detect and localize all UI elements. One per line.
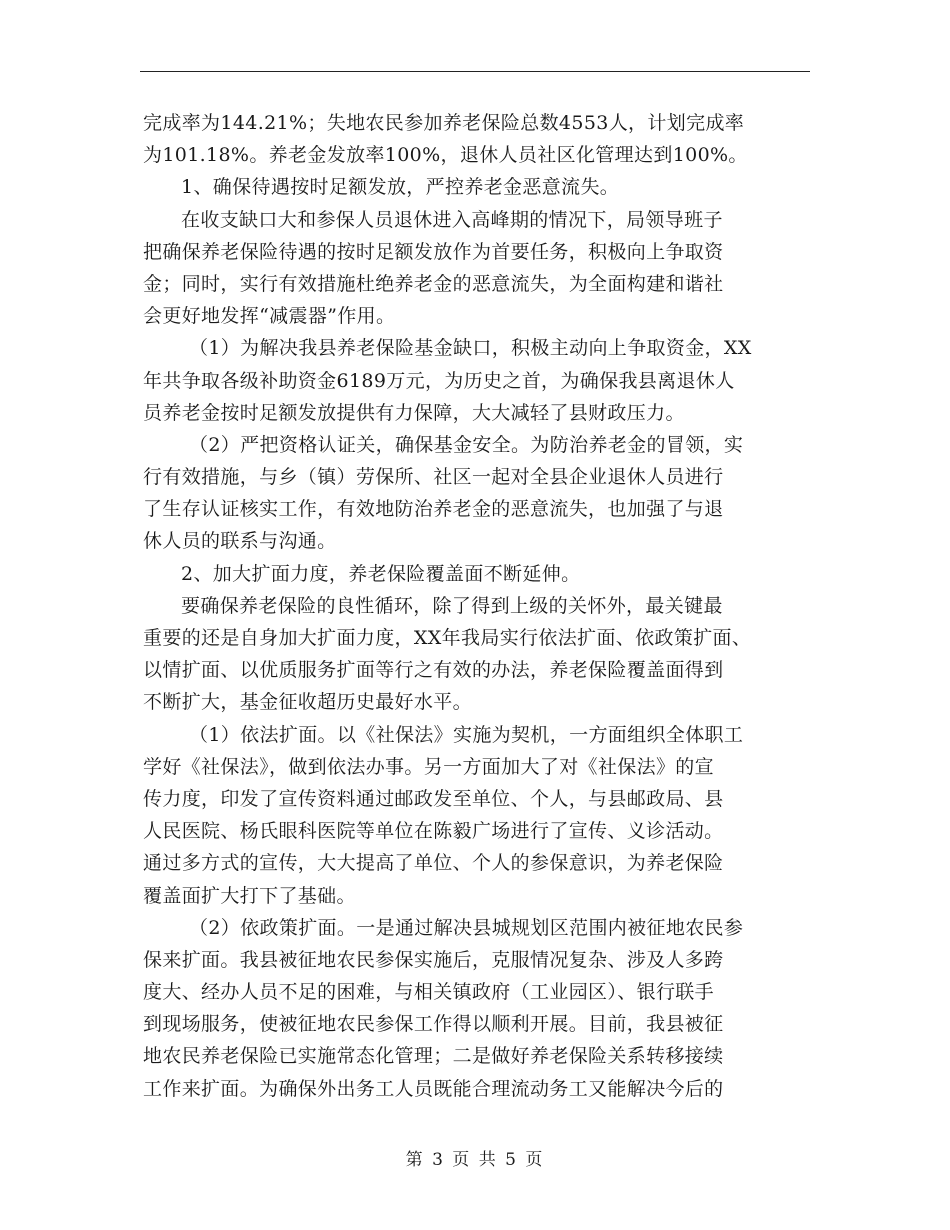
body-line: 员养老金按时足额发放提供有力保障，大大减轻了县财政压力。	[143, 401, 685, 424]
body-line: 工作来扩面。为确保外出务工人员既能合理流动务工又能解决今后的	[143, 1077, 724, 1100]
section-heading: 1、确保待遇按时足额发放，严控养老金恶意流失。	[181, 176, 620, 199]
body-line: 人民医院、杨氏眼科医院等单位在陈毅广场进行了宣传、义诊活动。	[143, 820, 724, 843]
body-line: 地农民养老保险已实施常态化管理；二是做好养老保险关系转移接续	[143, 1045, 724, 1068]
body-line: （1）依法扩面。以《社保法》实施为契机，一方面组织全体职工	[189, 723, 744, 746]
body-line: 覆盖面扩大打下了基础。	[143, 884, 356, 907]
body-line: 传力度，印发了宣传资料通过邮政发至单位、个人，与县邮政局、县	[143, 787, 724, 810]
body-line: 不断扩大，基金征收超历史最好水平。	[143, 691, 472, 714]
body-line: 以情扩面、以优质服务扩面等行之有效的办法，养老保险覆盖面得到	[143, 659, 724, 682]
body-line: 到现场服务，使被征地农民参保工作得以顺利开展。目前，我县被征	[143, 1013, 724, 1036]
body-line: 年共争取各级补助资金6189万元，为历史之首，为确保我县离退休人	[143, 369, 735, 392]
body-line: （2）依政策扩面。一是通过解决县城规划区范围内被征地农民参	[189, 916, 744, 939]
body-line: 通过多方式的宣传，大大提高了单位、个人的参保意识，为养老保险	[143, 852, 724, 875]
body-line: 行有效措施，与乡（镇）劳保所、社区一起对全县企业退休人员进行	[143, 466, 724, 489]
document-body	[143, 107, 808, 1105]
header-rule	[140, 71, 810, 72]
body-line: 度大、经办人员不足的困难，与相关镇政府（工业园区）、银行联手	[143, 981, 715, 1004]
body-line: 保来扩面。我县被征地农民参保实施后，克服情况复杂、涉及人多跨	[143, 948, 724, 971]
body-line: 学好《社保法》，做到依法办事。另一方面加大了对《社保法》的宣	[143, 755, 715, 778]
body-line: 为101.18%。养老金发放率100%，退休人员社区化管理达到100%。	[143, 144, 748, 167]
body-line: （1）为解决我县养老保险基金缺口，积极主动向上争取资金，XX	[189, 337, 752, 360]
body-line: 完成率为144.21%；失地农民参加养老保险总数4553人，计划完成率	[143, 112, 745, 134]
body-line: 重要的还是自身加大扩面力度，XX年我局实行依法扩面、依政策扩面、	[143, 627, 752, 649]
body-line: 休人员的联系与沟通。	[143, 530, 337, 553]
body-line: 要确保养老保险的良性循环，除了得到上级的关怀外，最关键最	[181, 594, 723, 617]
body-line: 会更好地发挥“减震器”作用。	[143, 305, 396, 328]
body-line: 在收支缺口大和参保人员退休进入高峰期的情况下，局领导班子	[181, 208, 723, 231]
body-line: 了生存认证核实工作，有效地防治养老金的恶意流失，也加强了与退	[143, 498, 724, 521]
page-footer: 第 3 页 共 5 页	[405, 1150, 545, 1170]
body-line: 把确保养老保险待遇的按时足额发放作为首要任务，积极向上争取资	[143, 240, 724, 263]
body-line: 金；同时，实行有效措施杜绝养老金的恶意流失，为全面构建和谐社	[143, 272, 724, 295]
body-line: （2）严把资格认证关，确保基金安全。为防治养老金的冒领，实	[189, 433, 744, 456]
section-heading: 2、加大扩面力度，养老保险覆盖面不断延伸。	[181, 562, 581, 585]
